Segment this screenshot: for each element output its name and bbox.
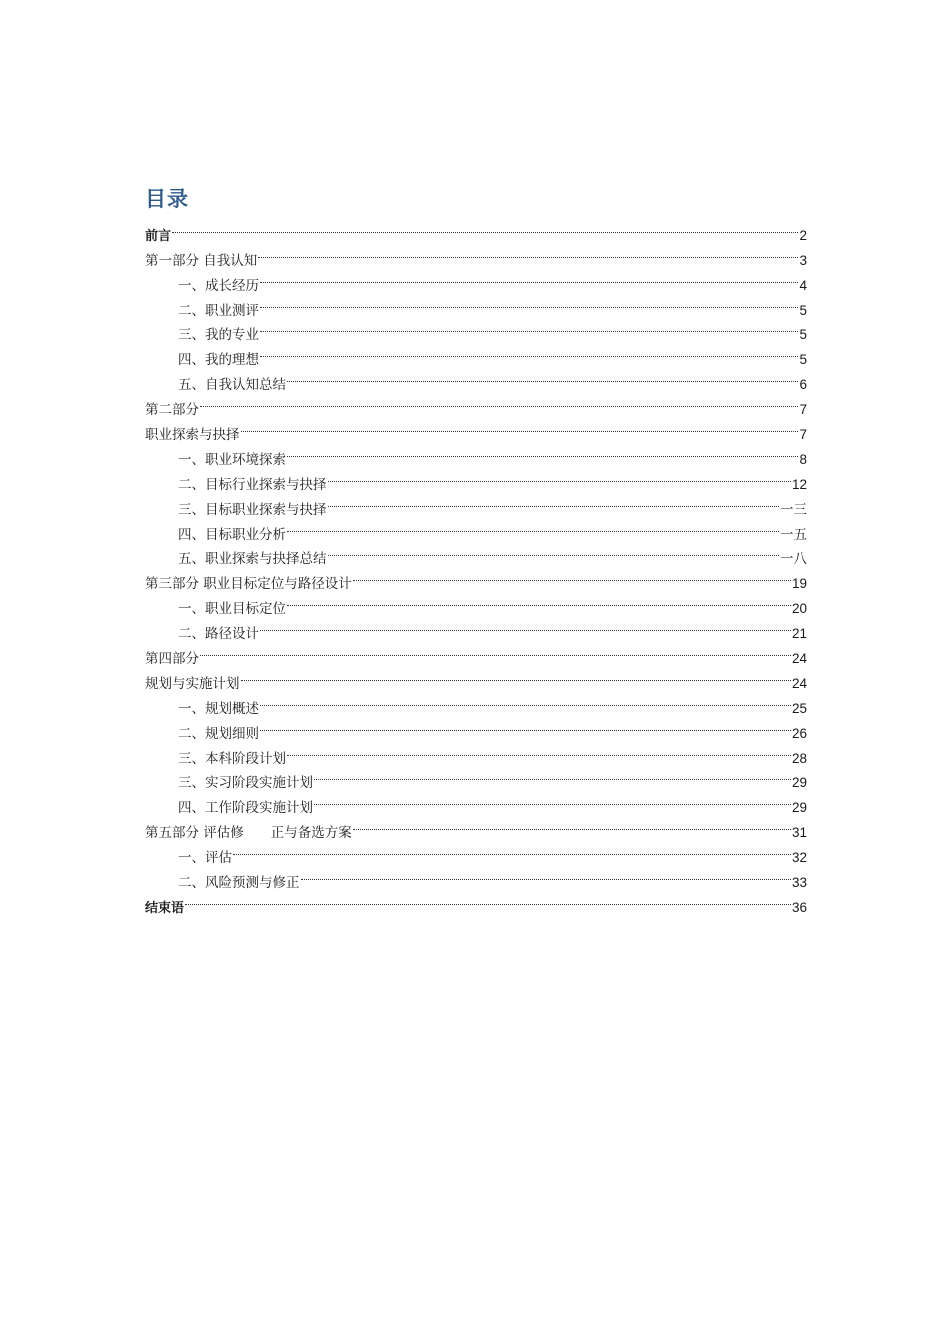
toc-dot-leader (172, 215, 798, 240)
toc-entry[interactable] (145, 414, 807, 444)
toc-entry-label: 一、职业目标定位 (178, 601, 286, 618)
toc-entry[interactable] (145, 389, 807, 419)
toc-entry-page-number: 19 (791, 576, 807, 592)
toc-entry-label: 三、目标职业探索与抉择 (178, 501, 327, 518)
toc-dot-leader (260, 688, 791, 713)
toc-entry-page-number: 32 (791, 850, 807, 866)
toc-entry-page-number: 31 (791, 825, 807, 841)
toc-entry-label: 二、路径设计 (178, 626, 259, 643)
toc-entry-page-number: 6 (799, 377, 807, 393)
toc-dot-leader (301, 862, 791, 887)
toc-entry-label: 三、我的专业 (178, 327, 259, 344)
toc-entry[interactable] (145, 862, 807, 892)
toc-entry-label: 二、风险预测与修正 (178, 875, 300, 892)
toc-entry-page-number: 24 (791, 675, 807, 691)
toc-title: 目录 (145, 187, 189, 211)
toc-dot-leader (314, 763, 791, 788)
toc-entry-label: 二、目标行业探索与抉择 (178, 476, 327, 493)
toc-list (145, 215, 807, 916)
toc-entry-page-number: 一五 (780, 526, 807, 543)
toc-entry-label: 一、成长经历 (178, 277, 259, 294)
toc-dot-leader (200, 389, 798, 414)
toc-dot-leader (353, 812, 791, 837)
toc-entry-page-number: 一三 (780, 501, 807, 518)
toc-dot-leader (260, 339, 798, 364)
toc-entry-page-number: 5 (799, 327, 807, 343)
toc-entry[interactable] (145, 240, 807, 269)
toc-dot-leader (233, 837, 791, 862)
toc-dot-leader (260, 315, 798, 340)
toc-dot-leader (328, 539, 780, 564)
toc-entry-page-number: 28 (791, 750, 807, 766)
toc-entry[interactable] (145, 887, 807, 916)
toc-entry-label: 二、职业测评 (178, 302, 259, 319)
toc-entry-label: 第二部分 (145, 402, 199, 419)
toc-entry-page-number: 25 (791, 700, 807, 716)
toc-dot-leader (287, 439, 798, 464)
toc-entry-page-number: 33 (791, 875, 807, 891)
toc-entry-page-number: 7 (799, 427, 807, 443)
toc-dot-leader (287, 514, 779, 539)
toc-entry[interactable] (145, 638, 807, 668)
toc-entry-label: 前言 (145, 228, 172, 244)
toc-entry-page-number: 21 (791, 626, 807, 642)
toc-entry-page-number: 5 (799, 302, 807, 318)
toc-entry-label: 第一部分 自我认知 (145, 252, 258, 269)
toc-dot-leader (287, 588, 791, 613)
toc-entry-label: 二、规划细则 (178, 725, 259, 742)
toc-entry-label: 一、规划概述 (178, 700, 259, 717)
toc-entry-label: 三、本科阶段计划 (178, 750, 286, 767)
toc-dot-leader (314, 787, 791, 812)
toc-entry-page-number: 4 (799, 277, 807, 293)
toc-entry-page-number: 12 (791, 476, 807, 492)
toc-entry-page-number: 29 (791, 800, 807, 816)
toc-entry-label: 职业探索与抉择 (145, 427, 240, 444)
toc-entry-label: 五、职业探索与抉择总结 (178, 551, 327, 568)
toc-entry-label: 结束语 (145, 900, 185, 916)
toc-entry-label: 五、自我认知总结 (178, 377, 286, 394)
toc-entry-label: 规划与实施计划 (145, 675, 240, 692)
toc-entry-page-number: 26 (791, 725, 807, 741)
toc-dot-leader (185, 887, 791, 912)
toc-dot-leader (241, 663, 791, 688)
toc-entry-page-number: 5 (799, 352, 807, 368)
toc-entry-page-number: 8 (799, 451, 807, 467)
toc-dot-leader (287, 364, 798, 389)
toc-dot-leader (260, 265, 798, 290)
toc-entry-page-number: 2 (799, 227, 807, 243)
toc-dot-leader (328, 489, 780, 514)
toc-entry-label: 第五部分 评估修 正与备选方案 (145, 825, 352, 842)
toc-entry-page-number: 7 (799, 402, 807, 418)
toc-entry-label: 第四部分 (145, 651, 199, 668)
toc-entry-label: 一、评估 (178, 850, 232, 867)
toc-entry[interactable] (145, 837, 807, 867)
toc-entry-page-number: 一八 (780, 551, 807, 568)
toc-dot-leader (353, 563, 791, 588)
toc-entry-label: 一、职业环境探索 (178, 451, 286, 468)
toc-dot-leader (200, 638, 791, 663)
toc-dot-leader (287, 738, 791, 763)
toc-entry-page-number: 3 (799, 252, 807, 268)
toc-entry-label: 三、实习阶段实施计划 (178, 775, 313, 792)
toc-dot-leader (260, 713, 791, 738)
toc-dot-leader (258, 240, 798, 265)
toc-entry-page-number: 36 (791, 899, 807, 915)
toc-dot-leader (260, 290, 798, 315)
toc-entry[interactable] (145, 439, 807, 468)
toc-entry[interactable] (145, 688, 807, 717)
toc-dot-leader (241, 414, 799, 439)
toc-entry-label: 四、目标职业分析 (178, 526, 286, 543)
toc-entry-label: 第三部分 职业目标定位与路径设计 (145, 576, 352, 593)
toc-entry-label: 四、工作阶段实施计划 (178, 800, 313, 817)
toc-entry-label: 四、我的理想 (178, 352, 259, 369)
toc-entry-page-number: 29 (791, 775, 807, 791)
toc-entry[interactable] (145, 663, 807, 692)
toc-entry[interactable] (145, 215, 807, 244)
toc-dot-leader (328, 464, 791, 489)
toc-entry-page-number: 20 (791, 601, 807, 617)
toc-entry-page-number: 24 (791, 651, 807, 667)
toc-dot-leader (260, 613, 791, 638)
